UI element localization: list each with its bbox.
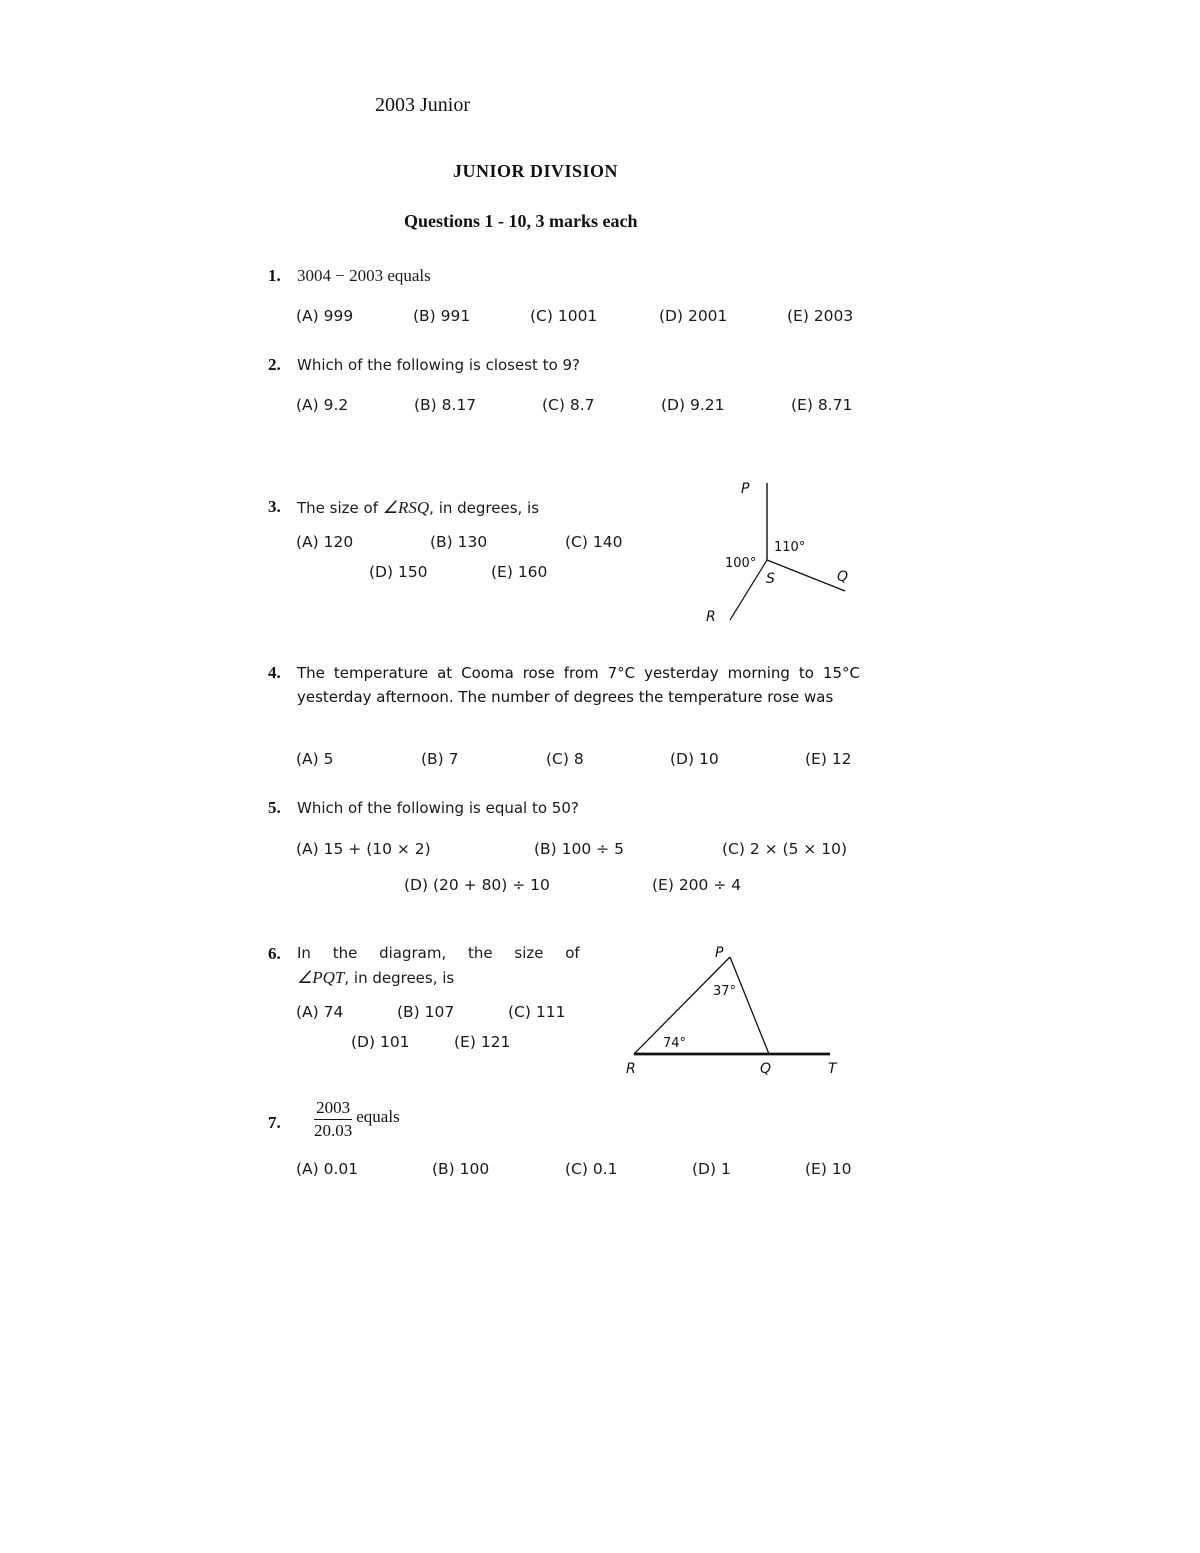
question-text: Which of the following is equal to 50? [297,799,579,817]
page-header: 2003 Junior [375,94,470,116]
option-b[interactable]: (B) 7 [421,750,459,768]
option-c[interactable]: (C) 0.1 [565,1160,618,1178]
section-subtitle: Questions 1 - 10, 3 marks each [404,211,638,231]
option-e[interactable]: (E) 8.71 [791,396,853,414]
option-c[interactable]: (C) 8.7 [542,396,595,414]
numerator: 2003 [314,1098,352,1120]
point-label-q: Q [760,1061,772,1077]
angle-label-100: 100° [725,556,757,571]
angle-label-110: 110° [774,540,806,555]
angle-diagram-rsq [690,470,870,630]
angle-notation: ∠PQT [297,968,345,987]
angle-notation: ∠RSQ [382,498,430,517]
denominator: 20.03 [314,1121,353,1140]
fraction [314,1098,352,1141]
question-number: 5. [268,798,281,817]
option-e[interactable]: (E) 12 [805,750,852,768]
option-c[interactable]: (C) 140 [565,533,623,551]
option-e[interactable]: (E) 10 [805,1160,852,1178]
option-c[interactable]: (C) 2 × (5 × 10) [722,840,848,858]
question-expression [314,1098,400,1141]
option-e[interactable]: (E) 121 [454,1033,511,1051]
option-e[interactable]: (E) 160 [491,563,548,581]
question-text: Which of the following is closest to 9? [297,356,581,374]
option-c[interactable]: (C) 1001 [530,307,598,325]
point-label-t: T [828,1061,837,1077]
point-label-r: R [706,609,716,625]
option-a[interactable]: (A) 74 [296,1003,344,1021]
option-a[interactable]: (A) 999 [296,307,354,325]
point-label-s: S [766,571,775,587]
question-number: 1. [268,266,281,285]
option-a[interactable]: (A) 0.01 [296,1160,359,1178]
division-title: JUNIOR DIVISION [453,161,619,181]
option-a[interactable]: (A) 9.2 [296,396,349,414]
point-label-q: Q [837,569,849,585]
question-number: 6. [268,944,281,963]
option-a[interactable]: (A) 120 [296,533,354,551]
option-d[interactable]: (D) 101 [351,1033,410,1051]
option-b[interactable]: (B) 100 [432,1160,490,1178]
angle-label-74: 74° [663,1036,687,1051]
option-d[interactable]: (D) 9.21 [661,396,725,414]
point-label-r: R [626,1061,636,1077]
question-number: 3. [268,497,281,516]
point-label-p: P [741,481,750,497]
option-b[interactable]: (B) 107 [397,1003,455,1021]
triangle-diagram-pqt [620,935,850,1080]
option-d[interactable]: (D) 1 [692,1160,731,1178]
question-number: 4. [268,663,281,682]
option-d[interactable]: (D) 10 [670,750,719,768]
option-a[interactable]: (A) 5 [296,750,334,768]
question-text: The size of ∠RSQ, in degrees, is [297,498,540,517]
option-c[interactable]: (C) 8 [546,750,584,768]
angle-label-37: 37° [713,984,737,999]
question-text: The temperature at Cooma rose from 7°C yesterday morning to 15°C yesterday afternoon. The number of degrees the temperature rose was [297,664,860,706]
option-e[interactable]: (E) 2003 [787,307,854,325]
option-e[interactable]: (E) 200 ÷ 4 [652,876,742,894]
option-a[interactable]: (A) 15 + (10 × 2) [296,840,431,858]
option-d[interactable]: (D) 2001 [659,307,728,325]
option-c[interactable]: (C) 111 [508,1003,566,1021]
question-text-line2: ∠PQT, in degrees, is [297,968,455,987]
option-b[interactable]: (B) 8.17 [414,396,477,414]
option-b[interactable]: (B) 100 ÷ 5 [534,840,624,858]
option-b[interactable]: (B) 130 [430,533,488,551]
question-text: equals [356,1106,400,1126]
option-d[interactable]: (D) (20 + 80) ÷ 10 [404,876,550,894]
point-label-p: P [715,945,724,961]
question-text: 3004 − 2003 equals [297,266,431,285]
option-d[interactable]: (D) 150 [369,563,428,581]
question-number: 7. [268,1113,281,1132]
option-b[interactable]: (B) 991 [413,307,471,325]
question-number: 2. [268,355,281,374]
question-text-line1: In the diagram, the size of [297,944,580,962]
